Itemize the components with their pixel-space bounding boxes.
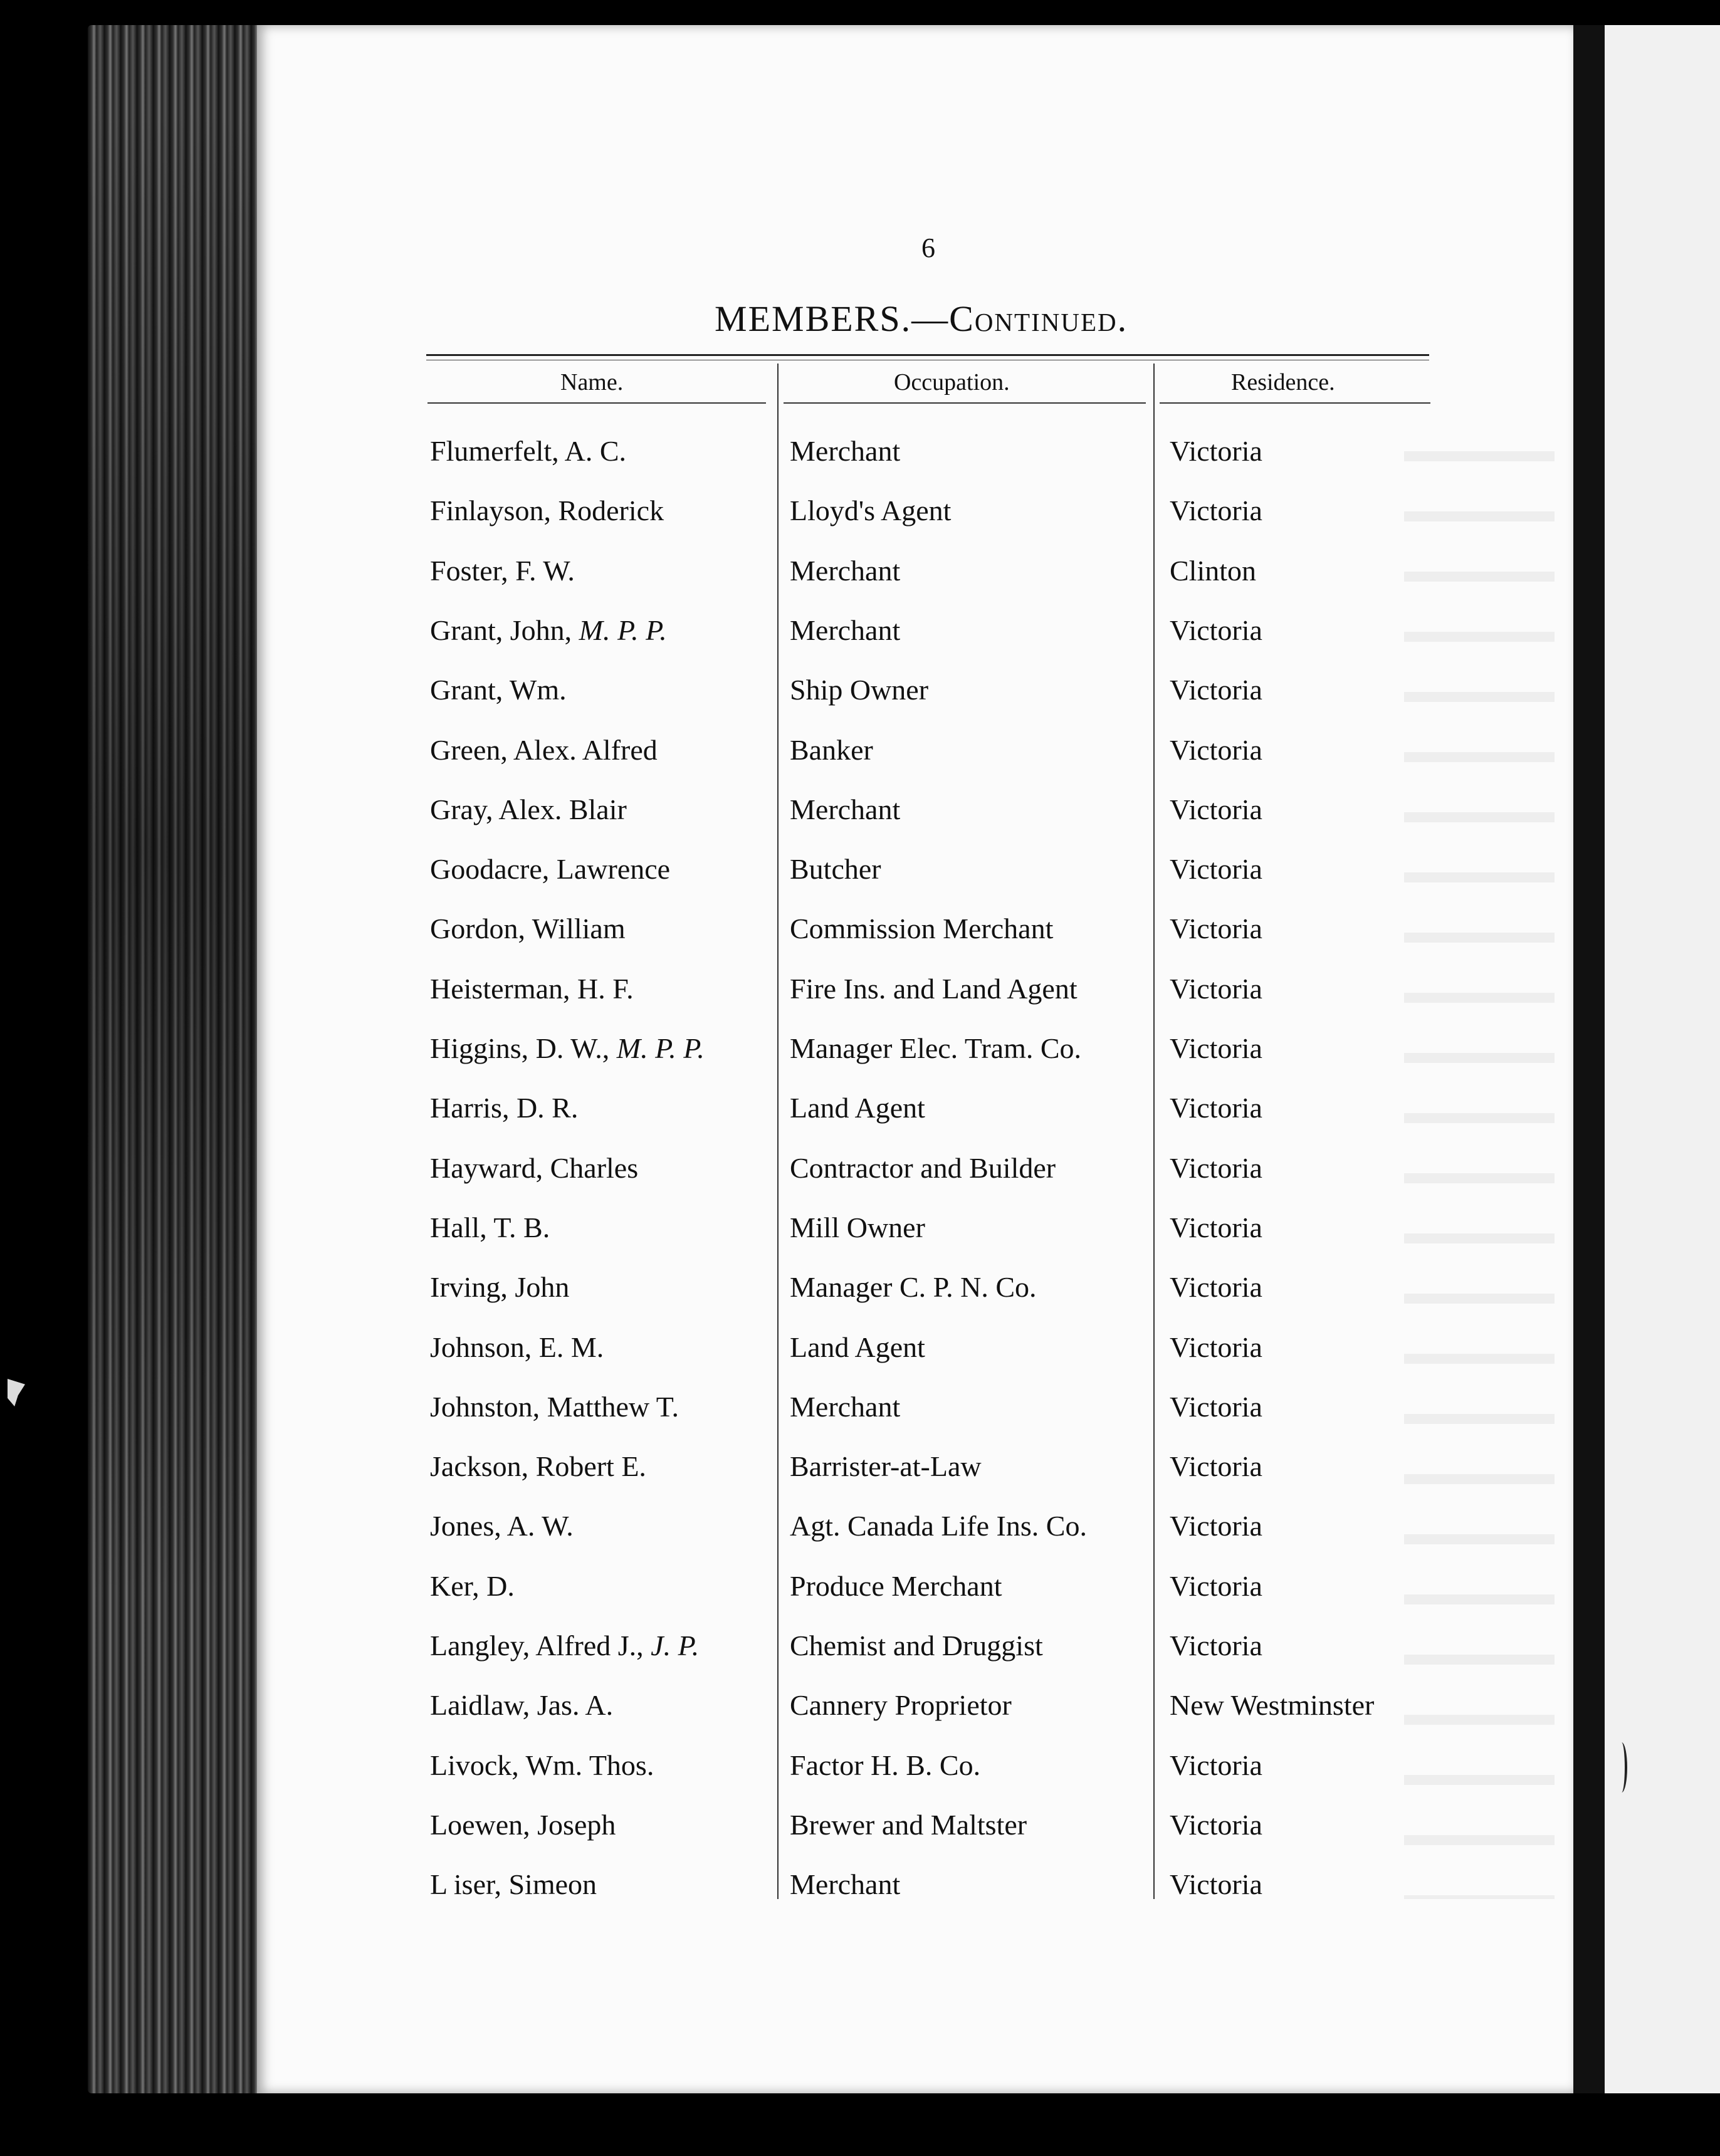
member-residence: Victoria	[1170, 1211, 1262, 1243]
table-row	[0, 964, 1720, 1014]
member-residence: Victoria	[1170, 1390, 1262, 1423]
table-row	[0, 1262, 1720, 1312]
member-occupation: Cannery Proprietor	[790, 1689, 1012, 1722]
page-number: 6	[921, 233, 935, 263]
member-name	[430, 1740, 654, 1791]
table-row	[0, 785, 1720, 835]
title-continued: Continued.	[949, 298, 1128, 339]
member-residence: Victoria	[1170, 1808, 1262, 1841]
member-name	[430, 1083, 578, 1133]
table-top-rule	[426, 354, 1429, 356]
table-row	[0, 1800, 1720, 1850]
member-name	[430, 844, 670, 894]
table-row	[0, 904, 1720, 954]
member-name	[430, 1561, 515, 1611]
table-row	[0, 1382, 1720, 1432]
member-name	[430, 1322, 604, 1373]
member-residence: Victoria	[1170, 733, 1262, 766]
table-row	[0, 1143, 1720, 1193]
member-occupation: Merchant	[790, 435, 901, 467]
table-row	[0, 1680, 1720, 1730]
member-name	[430, 486, 664, 536]
table-row	[0, 486, 1720, 536]
member-residence: Victoria	[1170, 1271, 1262, 1304]
member-occupation: Butcher	[790, 853, 881, 886]
member-residence: New Westminster	[1170, 1689, 1375, 1722]
member-occupation: Merchant	[790, 554, 901, 587]
member-name-text: Goodacre, Lawrence	[430, 853, 671, 886]
member-title-suffix: M. P. P.	[616, 1032, 705, 1064]
member-name	[430, 1860, 597, 1910]
member-name-text: Irving, John	[430, 1271, 570, 1304]
member-title-suffix: M. P. P.	[579, 614, 667, 646]
member-name-text: Johnson, E. M.	[430, 1331, 604, 1363]
member-name-text: Flumerfelt, A. C.	[430, 435, 627, 467]
member-residence: Victoria	[1170, 1092, 1262, 1124]
member-residence: Victoria	[1170, 1032, 1262, 1064]
member-residence: Victoria	[1170, 913, 1262, 945]
member-name-text: Johnston, Matthew T.	[430, 1390, 679, 1423]
member-name	[430, 1023, 705, 1074]
member-name-text: Hall, T. B.	[430, 1211, 550, 1243]
member-occupation: Produce Merchant	[790, 1569, 1002, 1602]
member-name	[430, 1680, 613, 1730]
table-row	[0, 1740, 1720, 1791]
member-occupation: Ship Owner	[790, 674, 929, 706]
member-occupation: Land Agent	[790, 1092, 925, 1124]
table-row	[0, 1501, 1720, 1551]
member-residence: Victoria	[1170, 1151, 1262, 1184]
member-residence: Victoria	[1170, 853, 1262, 886]
member-name-text: Harris, D. R.	[430, 1092, 579, 1124]
member-name	[430, 1382, 679, 1432]
table-row	[0, 1083, 1720, 1133]
member-occupation: Commission Merchant	[790, 913, 1054, 945]
member-occupation: Merchant	[790, 1390, 901, 1423]
member-name-text: Ker, D.	[430, 1569, 515, 1602]
member-occupation: Contractor and Builder	[790, 1151, 1056, 1184]
member-occupation: Land Agent	[790, 1331, 925, 1363]
table-row	[0, 605, 1720, 656]
table-row	[0, 546, 1720, 596]
member-occupation: Fire Ins. and Land Agent	[790, 972, 1078, 1005]
table-row	[0, 1203, 1720, 1253]
member-name	[430, 1442, 646, 1492]
table-row	[0, 1561, 1720, 1611]
member-name-text: Grant, Wm.	[430, 674, 567, 706]
member-name-text: Laidlaw, Jas. A.	[430, 1689, 614, 1722]
member-residence: Victoria	[1170, 435, 1262, 467]
member-residence: Victoria	[1170, 1749, 1262, 1781]
member-name-text: Loewen, Joseph	[430, 1808, 616, 1841]
member-name-text: Heisterman, H. F.	[430, 972, 634, 1005]
member-name	[430, 546, 575, 596]
table-row	[0, 1023, 1720, 1074]
table-row	[0, 725, 1720, 775]
member-name	[430, 904, 626, 954]
table-row	[0, 1322, 1720, 1373]
member-residence: Victoria	[1170, 972, 1262, 1005]
member-residence: Victoria	[1170, 1331, 1262, 1363]
member-name-text: Foster, F. W.	[430, 554, 575, 587]
member-name	[430, 1501, 574, 1551]
member-occupation: Manager Elec. Tram. Co.	[790, 1032, 1082, 1064]
member-name-text: Langley, Alfred J.,	[430, 1630, 644, 1661]
member-name	[430, 1262, 569, 1312]
header-name: Name.	[560, 369, 624, 395]
member-name	[430, 1143, 638, 1193]
member-residence: Victoria	[1170, 1450, 1262, 1483]
member-name	[430, 1621, 699, 1671]
member-residence: Victoria	[1170, 614, 1262, 646]
member-occupation: Factor H. B. Co.	[790, 1749, 981, 1781]
member-name-text: Jones, A. W.	[430, 1510, 574, 1542]
member-name	[430, 1800, 616, 1850]
header-rule-name	[427, 402, 766, 404]
header-residence: Residence.	[1231, 369, 1335, 395]
header-rule-occupation	[784, 402, 1146, 404]
member-occupation: Lloyd's Agent	[790, 495, 952, 527]
member-name	[430, 605, 667, 656]
member-residence: Victoria	[1170, 1569, 1262, 1602]
member-name	[430, 964, 634, 1014]
member-residence: Victoria	[1170, 1868, 1262, 1901]
member-occupation: Barrister-at-Law	[790, 1450, 982, 1483]
member-occupation: Merchant	[790, 793, 901, 825]
table-row	[0, 844, 1720, 894]
member-name	[430, 1203, 550, 1253]
member-name-text: Green, Alex. Alfred	[430, 733, 658, 766]
header-occupation: Occupation.	[894, 369, 1010, 395]
member-residence: Victoria	[1170, 1510, 1262, 1542]
table-row	[0, 1860, 1720, 1910]
member-occupation: Banker	[790, 733, 873, 766]
member-occupation: Agt. Canada Life Ins. Co.	[790, 1510, 1087, 1542]
member-residence: Victoria	[1170, 674, 1262, 706]
table-row	[0, 1442, 1720, 1492]
member-residence: Victoria	[1170, 793, 1262, 825]
member-name-text: Jackson, Robert E.	[430, 1450, 646, 1483]
member-name-text: Higgins, D. W.,	[430, 1032, 610, 1064]
title-main: MEMBERS.—	[715, 298, 950, 339]
member-name	[430, 785, 627, 835]
page-title	[715, 298, 1128, 340]
member-occupation: Brewer and Maltster	[790, 1808, 1027, 1841]
member-name-text: Finlayson, Roderick	[430, 495, 664, 527]
table-row	[0, 665, 1720, 715]
member-occupation: Manager C. P. N. Co.	[790, 1271, 1037, 1304]
member-residence: Victoria	[1170, 1630, 1262, 1661]
member-title-suffix: J. P.	[651, 1630, 700, 1661]
member-name	[430, 665, 567, 715]
member-name	[430, 725, 658, 775]
member-occupation: Merchant	[790, 614, 901, 646]
table-row	[0, 426, 1720, 476]
member-name-text: Grant, John,	[430, 614, 572, 646]
member-occupation: Chemist and Druggist	[790, 1630, 1043, 1661]
member-name-text: Gray, Alex. Blair	[430, 793, 627, 825]
member-name-text: Gordon, William	[430, 913, 626, 945]
header-rule-residence	[1160, 402, 1430, 404]
member-occupation: Mill Owner	[790, 1211, 925, 1243]
member-name	[430, 426, 626, 476]
member-residence: Clinton	[1170, 554, 1257, 587]
member-name-text: Hayward, Charles	[430, 1151, 639, 1184]
member-name-text: L iser, Simeon	[430, 1868, 597, 1901]
member-occupation: Merchant	[790, 1868, 901, 1901]
table-row	[0, 1621, 1720, 1671]
member-name-text: Livock, Wm. Thos.	[430, 1749, 654, 1781]
member-residence: Victoria	[1170, 495, 1262, 527]
